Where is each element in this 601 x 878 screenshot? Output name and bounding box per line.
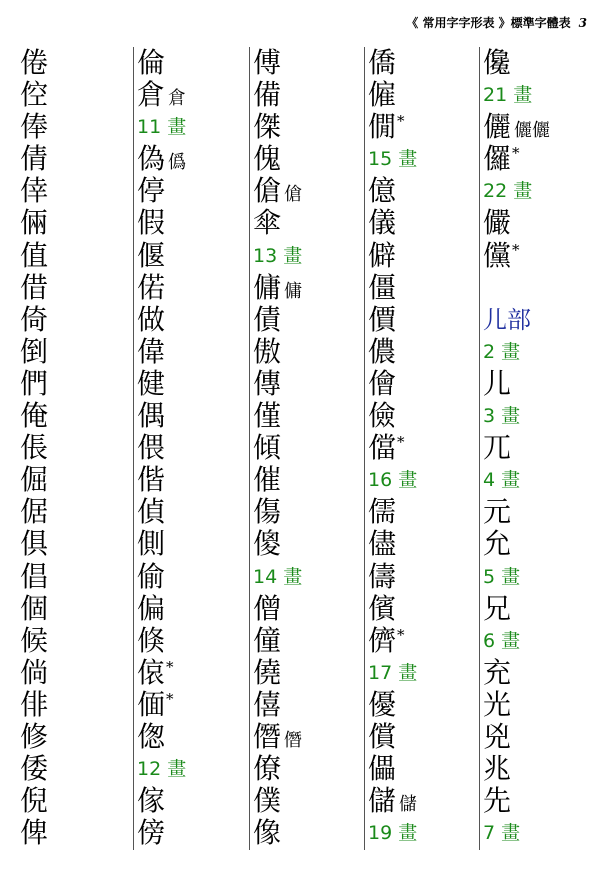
- character-entry: [253, 143, 365, 175]
- stroke-count-label: 4 畫: [483, 469, 521, 492]
- standard-character: 儒: [368, 495, 397, 529]
- standard-character: 兇: [483, 719, 512, 753]
- standard-character: 僅: [253, 399, 282, 433]
- standard-character: 傍: [137, 816, 166, 850]
- character-entry: [137, 625, 249, 657]
- standard-character: 偶: [137, 399, 166, 433]
- asterisk-mark: *: [512, 144, 520, 163]
- character-entry: [253, 625, 365, 657]
- column-3: [249, 47, 365, 850]
- standard-character: 像: [253, 816, 282, 850]
- character-entry: [20, 304, 132, 336]
- standard-character: 假: [137, 206, 166, 240]
- character-entry: [253, 111, 365, 143]
- stroke-heading: [253, 561, 365, 593]
- stroke-count-label: 21 畫: [483, 84, 533, 107]
- standard-character: 倨: [20, 495, 49, 529]
- character-entry: [137, 272, 249, 304]
- stroke-count-label: 13 畫: [253, 244, 303, 267]
- character-entry: [368, 111, 480, 143]
- character-entry: [368, 272, 480, 304]
- character-entry: [253, 175, 365, 207]
- stroke-count-label: 14 畫: [253, 565, 303, 588]
- header-title: 《 常用字字形表 》標準字體表: [406, 16, 571, 30]
- character-entry: [20, 721, 132, 753]
- standard-character: 光: [483, 687, 512, 721]
- standard-character: 偬: [137, 719, 166, 753]
- standard-character: 兆: [483, 752, 512, 786]
- character-entry: [137, 240, 249, 272]
- stroke-heading: [137, 111, 249, 143]
- standard-character: 僚: [253, 752, 282, 786]
- standard-character: 倪: [20, 784, 49, 818]
- standard-character: 價: [368, 302, 397, 336]
- standard-character: 偵: [137, 495, 166, 529]
- stroke-count-label: 7 畫: [483, 822, 521, 845]
- stroke-heading: [368, 817, 480, 849]
- standard-character: 儅: [368, 431, 397, 465]
- standard-character: 僵: [368, 270, 397, 304]
- stroke-heading: [368, 143, 480, 175]
- character-entry: [137, 400, 249, 432]
- character-entry: [20, 593, 132, 625]
- character-entry: [20, 207, 132, 239]
- standard-character: 倆: [20, 206, 49, 240]
- standard-character: 倔: [20, 463, 49, 497]
- standard-character: 儘: [368, 527, 397, 561]
- character-entry: [137, 368, 249, 400]
- standard-character: 傖: [253, 174, 282, 208]
- character-entry: [253, 304, 365, 336]
- standard-character: 允: [483, 527, 512, 561]
- column-5: [479, 47, 595, 850]
- character-entry: [137, 593, 249, 625]
- standard-character: 借: [20, 270, 49, 304]
- standard-character: 儉: [368, 399, 397, 433]
- character-entry: [483, 657, 595, 689]
- standard-character: 儷: [483, 110, 512, 144]
- standard-character: 債: [253, 302, 282, 336]
- character-entry: [253, 689, 365, 721]
- standard-character: 僥: [253, 655, 282, 689]
- stroke-count-label: 5 畫: [483, 565, 521, 588]
- standard-character: 們: [20, 366, 49, 400]
- character-entry: [253, 593, 365, 625]
- standard-character: 儔: [368, 559, 397, 593]
- character-entry: [253, 79, 365, 111]
- stroke-heading: [483, 561, 595, 593]
- standard-character: 候: [20, 623, 49, 657]
- character-entry: [137, 432, 249, 464]
- standard-character: 健: [137, 366, 166, 400]
- standard-character: 傀: [253, 142, 282, 176]
- character-entry: [253, 400, 365, 432]
- character-entry: [137, 657, 249, 689]
- character-entry: [20, 817, 132, 849]
- character-entry: [20, 368, 132, 400]
- page-header: [406, 14, 587, 31]
- character-entry: [368, 304, 480, 336]
- character-entry: [20, 400, 132, 432]
- standard-character: 儂: [368, 334, 397, 368]
- character-entry: [20, 561, 132, 593]
- character-entry: [368, 561, 480, 593]
- standard-character: 僩: [368, 110, 397, 144]
- character-entry: [368, 689, 480, 721]
- character-entry: [253, 207, 365, 239]
- character-entry: [483, 496, 595, 528]
- standard-character: 億: [368, 174, 397, 208]
- standard-character: 僱: [368, 78, 397, 112]
- character-entry: [483, 753, 595, 785]
- standard-character: 偽: [137, 142, 166, 176]
- character-entry: [368, 593, 480, 625]
- stroke-count-label: 2 畫: [483, 340, 521, 363]
- character-entry: [137, 207, 249, 239]
- character-entry: [137, 721, 249, 753]
- column-2: [133, 47, 249, 850]
- standard-character: 傾: [253, 431, 282, 465]
- character-entry: [483, 143, 595, 175]
- standard-character: 儸: [483, 142, 512, 176]
- standard-character: 倚: [20, 302, 49, 336]
- stroke-heading: [253, 240, 365, 272]
- character-entry: [137, 175, 249, 207]
- standard-character: 僧: [253, 591, 282, 625]
- standard-character: 元: [483, 495, 512, 529]
- standard-character: 倏: [137, 623, 166, 657]
- variant-character: 僞: [168, 152, 187, 174]
- standard-character: 倩: [20, 142, 49, 176]
- character-entry: [368, 753, 480, 785]
- standard-character: 儻: [483, 238, 512, 272]
- standard-character: 偷: [137, 559, 166, 593]
- stroke-heading: [483, 817, 595, 849]
- standard-character: 值: [20, 238, 49, 272]
- asterisk-mark: *: [166, 657, 174, 676]
- stroke-heading: [483, 400, 595, 432]
- stroke-heading: [483, 175, 595, 207]
- standard-character: 停: [137, 174, 166, 208]
- standard-character: 倖: [20, 174, 49, 208]
- character-entry: [137, 817, 249, 849]
- standard-character: 傷: [253, 495, 282, 529]
- asterisk-mark: *: [397, 433, 405, 452]
- standard-character: 倦: [20, 46, 49, 79]
- character-entry: [20, 143, 132, 175]
- character-entry: [483, 111, 595, 143]
- character-entry: [483, 47, 595, 79]
- character-entry: [137, 689, 249, 721]
- standard-character: 偃: [137, 238, 166, 272]
- character-entry: [368, 528, 480, 560]
- character-entry: [20, 528, 132, 560]
- character-entry: [137, 496, 249, 528]
- radical-heading: [483, 304, 595, 336]
- character-entry: [20, 240, 132, 272]
- standard-character: 偯: [137, 655, 166, 689]
- character-entry: [253, 528, 365, 560]
- standard-character: 傘: [253, 206, 282, 240]
- standard-character: 兄: [483, 591, 512, 625]
- standard-character: 僭: [253, 719, 282, 753]
- variant-character: 傭: [284, 280, 303, 302]
- character-entry: [137, 336, 249, 368]
- character-entry: [368, 240, 480, 272]
- stroke-count-label: 15 畫: [368, 148, 418, 171]
- standard-character: 傻: [253, 527, 282, 561]
- standard-character: 傑: [253, 110, 282, 144]
- standard-character: 儳: [483, 46, 512, 79]
- character-entry: [137, 47, 249, 79]
- character-entry: [368, 368, 480, 400]
- character-entry: [253, 657, 365, 689]
- character-entry: [253, 464, 365, 496]
- page-number: 3: [578, 16, 587, 30]
- character-entry: [368, 721, 480, 753]
- stroke-count-label: 16 畫: [368, 469, 418, 492]
- character-entry: [483, 785, 595, 817]
- character-entry: [483, 207, 595, 239]
- character-entry: [137, 785, 249, 817]
- character-entry: [368, 625, 480, 657]
- column-4: [364, 47, 480, 850]
- character-entry: [253, 432, 365, 464]
- stroke-count-label: 17 畫: [368, 661, 418, 684]
- standard-character: 倥: [20, 78, 49, 112]
- standard-character: 倫: [137, 46, 166, 79]
- character-entry: [253, 47, 365, 79]
- character-entry: [253, 368, 365, 400]
- standard-character: 傢: [137, 784, 166, 818]
- stroke-count-label: 12 畫: [137, 758, 187, 781]
- standard-character: 俸: [20, 110, 49, 144]
- character-entry: [137, 304, 249, 336]
- stroke-count-label: 19 畫: [368, 822, 418, 845]
- standard-character: 傳: [253, 366, 282, 400]
- character-entry: [483, 368, 595, 400]
- standard-character: 倀: [20, 431, 49, 465]
- character-entry: [368, 336, 480, 368]
- asterisk-mark: *: [397, 112, 405, 131]
- stroke-heading: [483, 79, 595, 111]
- character-entry: [20, 111, 132, 143]
- standard-character: 倉: [137, 78, 166, 112]
- column-1: [20, 47, 132, 850]
- character-entry: [483, 432, 595, 464]
- standard-character: 儀: [368, 206, 397, 240]
- standard-character: 偭: [137, 687, 166, 721]
- character-entry: [368, 207, 480, 239]
- stroke-heading: [368, 657, 480, 689]
- character-entry: [368, 400, 480, 432]
- standard-character: 倡: [20, 559, 49, 593]
- standard-character: 備: [253, 78, 282, 112]
- character-entry: [483, 689, 595, 721]
- character-entry: [20, 625, 132, 657]
- standard-character: 倭: [20, 752, 49, 786]
- standard-character: 儕: [368, 623, 397, 657]
- standard-character: 側: [137, 527, 166, 561]
- character-entry: [253, 753, 365, 785]
- standard-character: 倘: [20, 655, 49, 689]
- character-entry: [20, 432, 132, 464]
- stroke-count-label: 11 畫: [137, 116, 187, 139]
- character-entry: [20, 464, 132, 496]
- standard-character: 儈: [368, 366, 397, 400]
- character-entry: [253, 272, 365, 304]
- variant-character: 傖: [284, 184, 303, 206]
- standard-character: 個: [20, 591, 49, 625]
- character-entry: [483, 593, 595, 625]
- stroke-heading: [483, 464, 595, 496]
- standard-character: 儐: [368, 591, 397, 625]
- character-entry: [253, 336, 365, 368]
- standard-character: 偕: [137, 463, 166, 497]
- standard-character: 倒: [20, 334, 49, 368]
- standard-character: 俱: [20, 527, 49, 561]
- standard-character: 偌: [137, 270, 166, 304]
- character-entry: [483, 721, 595, 753]
- character-entry: [368, 432, 480, 464]
- standard-character: 僻: [368, 238, 397, 272]
- standard-character: 修: [20, 719, 49, 753]
- standard-character: 俳: [20, 687, 49, 721]
- standard-character: 儡: [368, 752, 397, 786]
- stroke-heading: [137, 753, 249, 785]
- character-entry: [137, 79, 249, 111]
- radical-label: 儿部: [483, 305, 531, 334]
- stroke-heading: [368, 464, 480, 496]
- character-entry: [137, 143, 249, 175]
- standard-character: 儼: [483, 206, 512, 240]
- character-entry: [368, 175, 480, 207]
- character-entry: [368, 79, 480, 111]
- character-entry: [20, 272, 132, 304]
- standard-character: 偉: [137, 334, 166, 368]
- character-entry: [253, 496, 365, 528]
- standard-character: 傲: [253, 334, 282, 368]
- character-entry: [20, 47, 132, 79]
- standard-character: 儿: [483, 366, 512, 400]
- standard-character: 儲: [368, 784, 397, 818]
- variant-character: 倉: [168, 88, 187, 110]
- character-entry: [20, 175, 132, 207]
- variant-character: 儲: [399, 794, 418, 816]
- character-entry: [20, 79, 132, 111]
- standard-character: 催: [253, 463, 282, 497]
- character-entry: [483, 528, 595, 560]
- stroke-heading: [483, 336, 595, 368]
- character-entry: [368, 496, 480, 528]
- standard-character: 傭: [253, 270, 282, 304]
- standard-character: 偏: [137, 591, 166, 625]
- character-entry: [20, 336, 132, 368]
- character-entry: [368, 47, 480, 79]
- variant-character: 僭: [284, 729, 303, 751]
- character-entry: [253, 785, 365, 817]
- asterisk-mark: *: [512, 240, 520, 259]
- standard-character: 僖: [253, 687, 282, 721]
- standard-character: 僕: [253, 784, 282, 818]
- character-entry: [368, 785, 480, 817]
- standard-character: 僑: [368, 46, 397, 79]
- stroke-heading: [483, 625, 595, 657]
- standard-character: 傅: [253, 46, 282, 79]
- asterisk-mark: *: [166, 689, 174, 708]
- standard-character: 優: [368, 687, 397, 721]
- character-entry: [20, 496, 132, 528]
- character-entry: [253, 817, 365, 849]
- blank-row: [483, 272, 595, 304]
- standard-character: 偎: [137, 431, 166, 465]
- character-entry: [20, 753, 132, 785]
- standard-character: 做: [137, 302, 166, 336]
- standard-character: 償: [368, 719, 397, 753]
- stroke-count-label: 6 畫: [483, 629, 521, 652]
- character-entry: [20, 785, 132, 817]
- stroke-count-label: 22 畫: [483, 180, 533, 203]
- asterisk-mark: *: [397, 625, 405, 644]
- character-entry: [137, 528, 249, 560]
- character-entry: [137, 561, 249, 593]
- standard-character: 俺: [20, 399, 49, 433]
- variant-character: 儷儷: [514, 120, 551, 142]
- character-entry: [20, 657, 132, 689]
- standard-character: 兀: [483, 431, 512, 465]
- character-entry: [20, 689, 132, 721]
- character-entry: [483, 240, 595, 272]
- standard-character: 僮: [253, 623, 282, 657]
- stroke-count-label: 3 畫: [483, 405, 521, 428]
- character-entry: [137, 464, 249, 496]
- standard-character: 充: [483, 655, 512, 689]
- standard-character: 先: [483, 784, 512, 818]
- standard-character: 俾: [20, 816, 49, 850]
- character-entry: [253, 721, 365, 753]
